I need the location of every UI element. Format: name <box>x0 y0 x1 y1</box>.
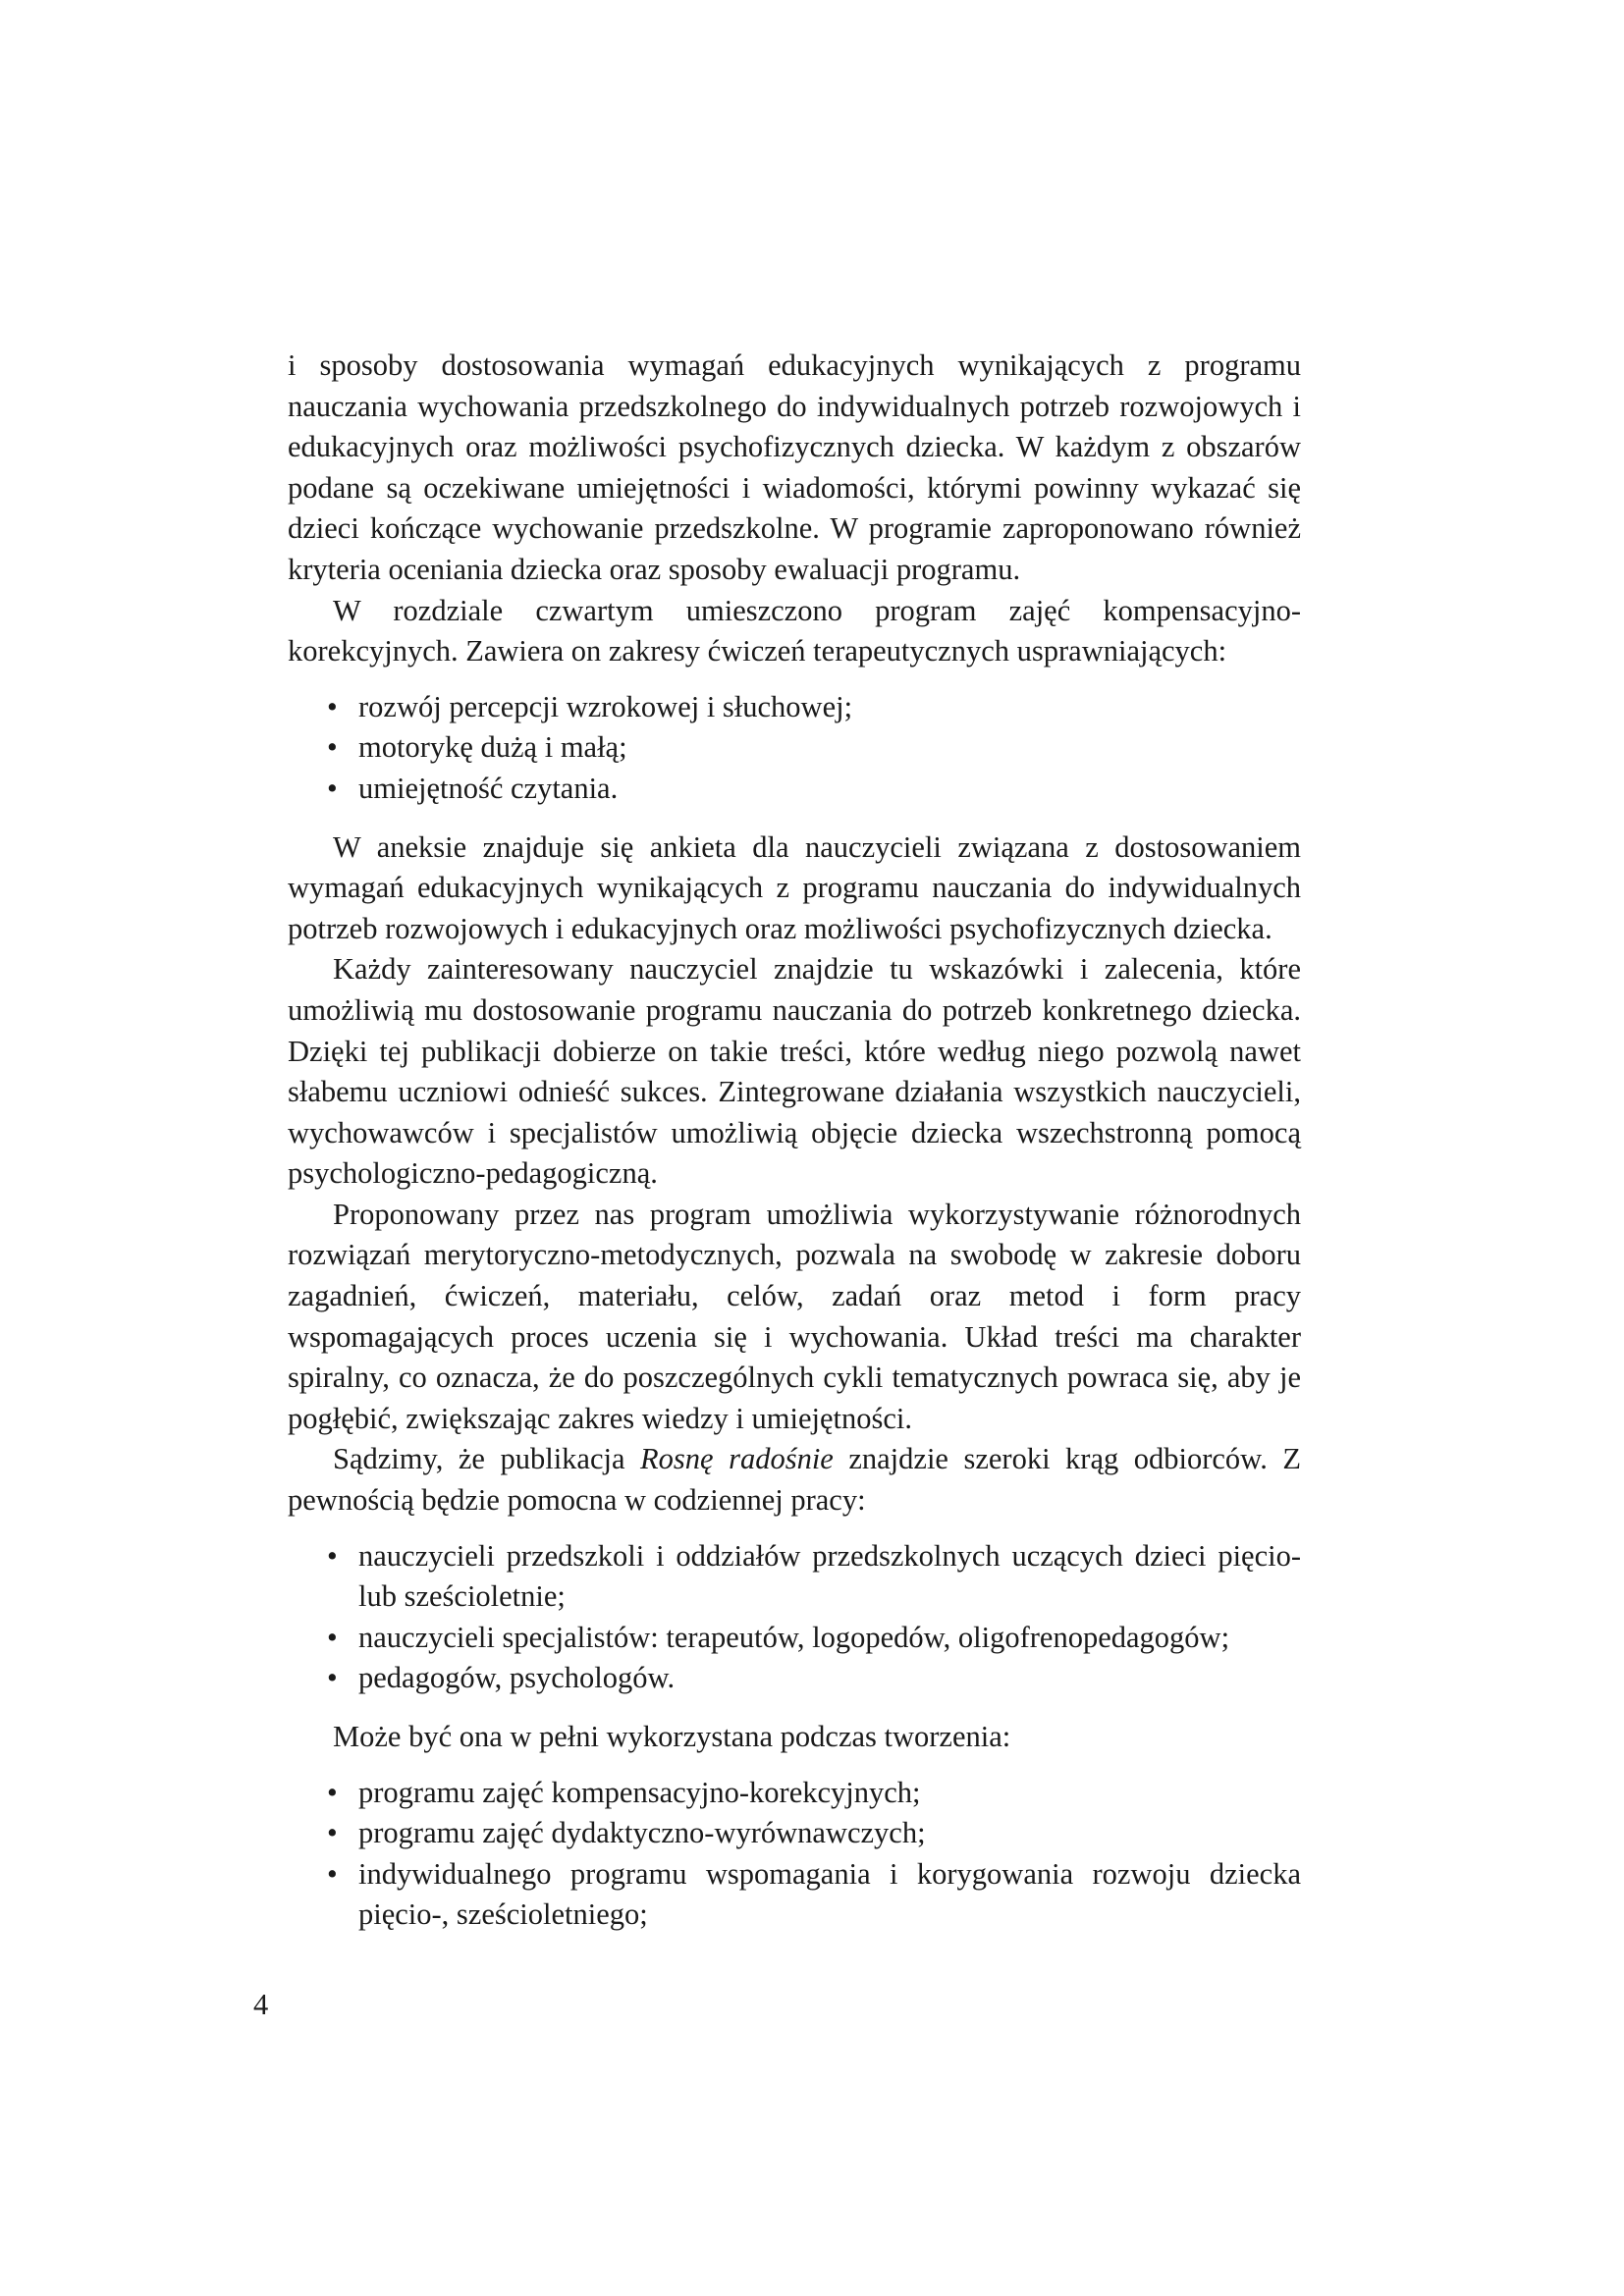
bullet-icon: • <box>327 730 338 765</box>
list-item: • nauczycieli przedszkoli i oddziałów przedszkolnych uczących dzieci pięcio- lub sześcioletnie; <box>358 1536 1301 1618</box>
list-item: • nauczycieli specjalistów: terapeutów, logopedów, oligofrenopedagogów; <box>358 1618 1301 1659</box>
bullet-icon: • <box>327 1775 338 1809</box>
bullet-icon: • <box>327 1816 338 1850</box>
list-item: • rozwój percepcji wzrokowej i słuchowej; <box>358 687 1301 728</box>
bullet-icon: • <box>327 1856 338 1891</box>
paragraph-audience: Sądzimy, że publikacja Rosnę radośnie znajdzie szeroki krąg odbiorców. Z pewnością będzie pomocna w codziennej pracy: <box>288 1442 1301 1518</box>
list-exercise-areas <box>288 687 1301 810</box>
list-item: • motorykę dużą i małą; <box>358 727 1301 769</box>
list-item: • pedagogów, psychologów. <box>358 1658 1301 1699</box>
bullet-icon: • <box>327 689 338 723</box>
page-number: 4 <box>253 1988 269 2021</box>
paragraph-annex: W aneksie znajduje się ankieta dla nauczycieli związana z dostosowaniem wymagań edukacyjnych wynikających z programu nauczania do indywidualnych potrzeb rozwojowych i edukacyjnych oraz możliwości psychofizycznych dziecka. <box>288 829 1301 945</box>
list-usage <box>288 1773 1301 1936</box>
bullet-icon: • <box>327 1661 338 1695</box>
list-item: • indywidualnego programu wspomagania i korygowania rozwoju dziecka pięcio-, sześcioletniego; <box>358 1854 1301 1936</box>
bullet-icon: • <box>327 771 338 805</box>
list-audience <box>288 1536 1301 1699</box>
paragraph-teacher-guidance: Każdy zainteresowany nauczyciel znajdzie tu wskazówki i zalecenia, które umożliwią mu dostosowanie programu nauczania do potrzeb konkretnego dziecka. Dzięki tej publikacji dobierze on takie treści, które według niego pozwolą nawet słabemu uczniowi odnieść sukces. Zintegrowane działania wszystkich nauczycieli, wychowawców i specjalistów umożliwią objęcie dziecka wszechstronną pomocą psychologiczno-pedagogiczną. <box>288 952 1301 1191</box>
paragraph-intro-continuation: i sposoby dostosowania wymagań edukacyjnych wynikających z programu nauczania wychowania przedszkolnego do indywidualnych potrzeb rozwojowych i edukacyjnych oraz możliwości psychofizycznych dziecka. W każdym z obszarów podane są oczekiwane umiejętności i wiadomości, którymi powinny wykazać się dzieci kończące wychowanie przedszkolne. W programie zaproponowano również kryteria oceniania dziecka oraz sposoby ewaluacji programu. <box>288 348 1301 586</box>
paragraph-chapter-four: W rozdziale czwartym umieszczono program zajęć kompensacyjno-korekcyjnych. Zawiera on zakresy ćwiczeń terapeutycznych usprawniających: <box>288 593 1301 668</box>
paragraph-usage: Może być ona w pełni wykorzystana podczas tworzenia: <box>333 1720 1011 1753</box>
paragraph-program-structure: Proponowany przez nas program umożliwia wykorzystywanie różnorodnych rozwiązań merytoryczno-metodycznych, pozwala na swobodę w zakresie doboru zagadnień, ćwiczeń, materiału, celów, zadań oraz metod i form pracy wspomagających proces uczenia się i wychowania. Układ treści ma charakter spiralny, co oznacza, że do poszczególnych cykli tematycznych powraca się, aby je pogłębić, zwiększając zakres wiedzy i umiejętności. <box>288 1197 1301 1435</box>
bullet-icon: • <box>327 1620 338 1654</box>
bullet-icon: • <box>327 1538 338 1573</box>
body-text <box>288 346 1301 1953</box>
list-item: • programu zajęć dydaktyczno-wyrównawczych; <box>358 1813 1301 1854</box>
list-item: • programu zajęć kompensacyjno-korekcyjnych; <box>358 1773 1301 1814</box>
list-item: • umiejętność czytania. <box>358 769 1301 810</box>
book-title: Rosnę radośnie <box>640 1442 834 1476</box>
